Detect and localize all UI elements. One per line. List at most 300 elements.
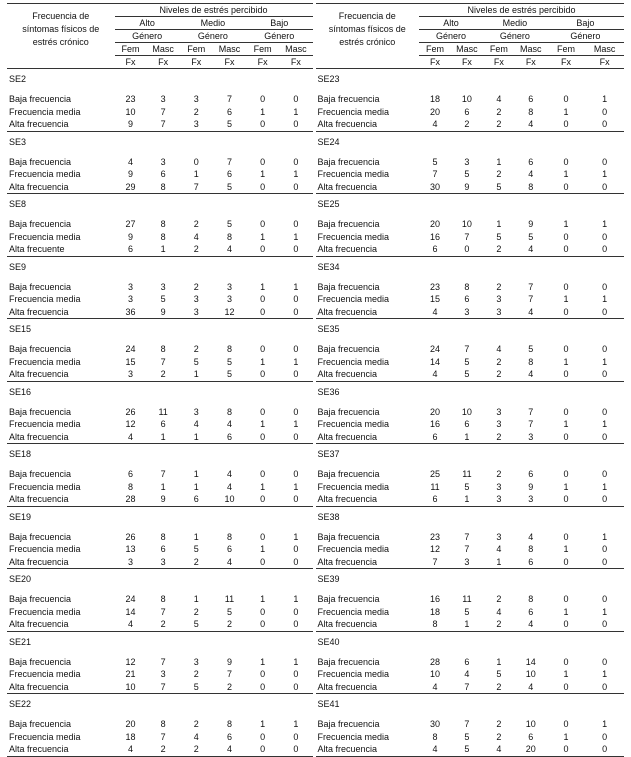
count-cell: 1 [293, 531, 299, 542]
count-cell: 7 [464, 719, 470, 729]
count-cell: 20 [429, 219, 440, 229]
section-spacer [316, 85, 625, 93]
count-cell: 0 [246, 618, 279, 631]
spacer-cell [316, 85, 625, 93]
count-cell: 9 [115, 118, 147, 131]
count-cell: 1 [602, 481, 608, 492]
count-cell: 2 [193, 281, 199, 292]
count-cell: 0 [193, 156, 199, 167]
count-cell: 5 [464, 731, 470, 742]
count-cell: 0 [260, 294, 266, 304]
table-row [316, 731, 625, 744]
section-code: SE16 [9, 386, 32, 397]
row-label: Alta frecuencia [7, 181, 115, 194]
fx-label: Fx [147, 56, 180, 69]
count-cell: 0 [246, 556, 279, 569]
count-cell: 1 [451, 493, 483, 506]
section-header-row [7, 506, 313, 523]
count-cell: 0 [260, 531, 266, 542]
spacer-cell [7, 523, 313, 531]
count-cell: 6 [528, 731, 534, 742]
row-label: Frecuencia media [9, 356, 81, 367]
count-cell: 0 [602, 281, 608, 292]
count-cell: 0 [260, 156, 266, 167]
count-cell: 1 [563, 169, 569, 179]
count-cell: 2 [496, 106, 502, 117]
column-group-title: Niveles de estrés percibido [115, 4, 313, 17]
count-cell: 8 [226, 231, 232, 242]
count-cell: 2 [180, 743, 213, 756]
count-cell: 9 [147, 306, 180, 319]
masc-label: Masc [279, 43, 312, 56]
count-cell: 1 [293, 594, 299, 604]
count-cell: 5 [226, 356, 232, 367]
count-cell: 16 [429, 231, 440, 242]
count-cell: 3 [180, 306, 213, 319]
count-cell: 1 [260, 419, 266, 429]
table-row [7, 531, 313, 544]
section-header-row [7, 131, 313, 148]
count-cell: 29 [115, 181, 147, 194]
section-header-row [7, 694, 313, 711]
header-blank [7, 56, 115, 69]
count-cell: 0 [246, 493, 279, 506]
count-cell: 8 [226, 344, 232, 354]
row-label: Baja frecuencia [317, 531, 380, 542]
count-cell: 4 [115, 431, 147, 444]
count-cell: 2 [147, 618, 180, 631]
row-label: Baja frecuencia [9, 156, 72, 167]
count-cell: 3 [226, 281, 232, 292]
table-row [316, 418, 625, 431]
section-code: SE3 [9, 136, 27, 147]
count-cell: 7 [160, 731, 166, 742]
count-cell: 1 [563, 731, 569, 742]
column-group-title: Niveles de estrés percibido [419, 4, 624, 17]
count-cell: 1 [147, 431, 180, 444]
count-cell: 12 [213, 306, 246, 319]
count-cell: 30 [419, 181, 451, 194]
section-spacer [7, 148, 313, 156]
count-cell: 5 [226, 606, 232, 617]
count-cell: 0 [279, 243, 312, 256]
row-header-line: estrés crónico [339, 37, 396, 48]
count-cell: 1 [602, 169, 608, 179]
count-cell: 0 [279, 368, 312, 381]
row-header-line: Frecuencia de [338, 11, 396, 22]
level-alto: Alto [115, 17, 180, 30]
masc-label: Masc [515, 43, 547, 56]
section-code: SE40 [317, 636, 340, 647]
count-cell: 4 [419, 681, 451, 694]
count-cell: 0 [563, 594, 569, 604]
count-cell: 1 [260, 594, 266, 604]
count-cell: 4 [226, 469, 232, 479]
count-cell: 14 [429, 356, 440, 367]
count-cell: 8 [226, 406, 232, 417]
count-cell: 4 [464, 669, 470, 679]
section-code: SE23 [317, 74, 340, 84]
count-cell: 30 [429, 719, 440, 729]
row-label: Frecuencia media [9, 106, 81, 117]
row-label: Frecuencia media [317, 106, 390, 117]
count-cell: 1 [563, 419, 569, 429]
count-cell: 2 [193, 606, 199, 617]
count-cell: 0 [293, 94, 299, 104]
count-cell: 12 [125, 656, 136, 667]
count-cell: 0 [602, 344, 608, 354]
count-cell: 5 [193, 544, 199, 554]
count-cell: 0 [602, 544, 608, 554]
count-cell: 1 [293, 106, 299, 117]
row-label: Alta frecuencia [316, 431, 420, 444]
fx-label: Fx [483, 56, 515, 69]
table-row [7, 218, 313, 231]
section-code: SE15 [9, 324, 32, 334]
row-label: Baja frecuencia [9, 719, 72, 729]
count-cell: 26 [125, 531, 136, 542]
row-label: Baja frecuencia [317, 719, 380, 729]
count-cell: 0 [602, 594, 608, 604]
row-label: Frecuencia media [317, 419, 390, 429]
count-cell: 0 [246, 243, 279, 256]
count-cell: 25 [429, 469, 440, 479]
count-cell: 1 [260, 356, 266, 367]
row-label: Baja frecuencia [317, 406, 380, 417]
count-cell: 5 [528, 231, 534, 242]
table-row [316, 218, 625, 231]
count-cell: 6 [419, 243, 451, 256]
count-cell: 7 [528, 419, 534, 429]
count-cell: 1 [293, 481, 299, 492]
spacer-cell [7, 585, 313, 593]
table-row [7, 243, 313, 256]
count-cell: 0 [585, 743, 624, 756]
count-cell: 1 [563, 106, 569, 117]
row-label: Frecuencia media [317, 731, 390, 742]
count-cell: 1 [160, 481, 166, 492]
section-header-row [316, 131, 625, 148]
count-cell: 3 [193, 406, 199, 417]
count-cell: 6 [180, 493, 213, 506]
spacer-cell [7, 335, 313, 343]
count-cell: 3 [193, 656, 199, 667]
count-cell: 4 [419, 306, 451, 319]
count-cell: 0 [547, 368, 586, 381]
table-row [7, 93, 313, 106]
section-code: SE19 [9, 511, 32, 522]
count-cell: 0 [563, 231, 569, 242]
count-cell: 1 [260, 719, 266, 729]
count-cell: 0 [279, 743, 312, 756]
count-cell: 5 [496, 669, 502, 679]
count-cell: 2 [496, 731, 502, 742]
count-cell: 23 [429, 531, 440, 542]
table-row [7, 306, 313, 319]
count-cell: 9 [226, 656, 232, 667]
table-row [316, 156, 625, 169]
table-row [316, 406, 625, 419]
count-cell: 0 [293, 731, 299, 742]
level-medio: Medio [483, 17, 547, 30]
count-cell: 1 [293, 281, 299, 292]
count-cell: 1 [180, 368, 213, 381]
count-cell: 1 [602, 419, 608, 429]
count-cell: 3 [483, 306, 515, 319]
count-cell: 4 [115, 743, 147, 756]
count-cell: 8 [528, 356, 534, 367]
row-label: Frecuencia media [9, 731, 81, 742]
table-row [7, 681, 313, 694]
fem-label: Fem [180, 43, 213, 56]
count-cell: 7 [160, 356, 166, 367]
table-row [7, 343, 313, 356]
count-cell: 0 [563, 344, 569, 354]
count-cell: 2 [213, 618, 246, 631]
count-cell: 1 [260, 231, 266, 242]
count-cell: 0 [279, 306, 312, 319]
count-cell: 6 [515, 556, 547, 569]
count-cell: 10 [213, 493, 246, 506]
table-row [316, 618, 625, 631]
count-cell: 3 [128, 294, 134, 304]
row-label: Baja frecuencia [317, 94, 380, 104]
count-cell: 8 [528, 106, 534, 117]
row-label: Alta frecuente [7, 243, 115, 256]
count-cell: 5 [464, 169, 470, 179]
fem-label: Fem [483, 43, 515, 56]
count-cell: 13 [125, 544, 136, 554]
count-cell: 1 [563, 669, 569, 679]
count-cell: 0 [293, 156, 299, 167]
fx-label: Fx [547, 56, 586, 69]
count-cell: 5 [464, 481, 470, 492]
row-label: Alta frecuencia [316, 681, 420, 694]
count-cell: 8 [432, 731, 438, 742]
table-row [7, 468, 313, 481]
level-alto: Alto [419, 17, 483, 30]
row-label: Alta frecuencia [316, 118, 420, 131]
row-label: Alta frecuencia [7, 368, 115, 381]
count-cell: 7 [180, 181, 213, 194]
masc-label: Masc [147, 43, 180, 56]
section-spacer [7, 85, 313, 93]
row-label: Frecuencia media [317, 169, 390, 179]
count-cell: 6 [226, 106, 232, 117]
count-cell: 6 [528, 156, 534, 167]
count-cell: 2 [193, 219, 199, 229]
row-label: Baja frecuencia [317, 656, 380, 667]
table-row [7, 293, 313, 306]
row-label: Alta frecuencia [7, 556, 115, 569]
count-cell: 24 [125, 594, 136, 604]
count-cell: 7 [528, 281, 534, 292]
count-cell: 1 [260, 544, 266, 554]
count-cell: 7 [419, 556, 451, 569]
count-cell: 0 [293, 219, 299, 229]
count-cell: 3 [115, 556, 147, 569]
count-cell: 0 [602, 106, 608, 117]
fx-label: Fx [115, 56, 147, 69]
count-cell: 4 [419, 743, 451, 756]
count-cell: 5 [226, 219, 232, 229]
table-row [316, 306, 625, 319]
count-cell: 6 [115, 243, 147, 256]
count-cell: 1 [563, 481, 569, 492]
row-label: Frecuencia media [9, 606, 81, 617]
spacer-cell [316, 585, 625, 593]
count-cell: 4 [419, 368, 451, 381]
row-header-line: estrés crónico [32, 37, 89, 48]
masc-label: Masc [585, 43, 624, 56]
table-row [316, 593, 625, 606]
row-label: Frecuencia media [317, 231, 390, 242]
section-header-row [316, 381, 625, 398]
count-cell: 1 [293, 419, 299, 429]
count-cell: 26 [125, 406, 136, 417]
count-cell: 2 [483, 118, 515, 131]
count-cell: 5 [213, 181, 246, 194]
count-cell: 1 [260, 169, 266, 179]
row-label: Frecuencia media [9, 481, 81, 492]
row-label: Alta frecuencia [316, 493, 420, 506]
fx-label: Fx [585, 56, 624, 69]
table-row [316, 431, 625, 444]
count-cell: 1 [496, 219, 502, 229]
count-cell: 2 [193, 106, 199, 117]
section-code: SE35 [317, 324, 340, 334]
count-cell: 3 [180, 118, 213, 131]
section-header-row [7, 631, 313, 648]
spacer-cell [7, 210, 313, 218]
row-label: Alta frecuencia [316, 243, 420, 256]
count-cell: 0 [547, 743, 586, 756]
count-cell: 2 [483, 368, 515, 381]
count-cell: 1 [260, 281, 266, 292]
table-row [316, 681, 625, 694]
count-cell: 1 [602, 94, 608, 104]
count-cell: 6 [160, 169, 166, 179]
count-cell: 3 [226, 294, 232, 304]
fx-label: Fx [451, 56, 483, 69]
count-cell: 6 [528, 606, 534, 617]
fx-label: Fx [246, 56, 279, 69]
table-row [316, 543, 625, 556]
count-cell: 8 [419, 618, 451, 631]
table-row [316, 343, 625, 356]
row-label: Alta frecuencia [7, 493, 115, 506]
count-cell: 1 [602, 294, 608, 304]
table-row [7, 356, 313, 369]
count-cell: 10 [461, 406, 472, 417]
row-label: Frecuencia media [9, 419, 81, 429]
count-cell: 2 [147, 743, 180, 756]
section-header-row [316, 444, 625, 461]
count-cell: 24 [429, 344, 440, 354]
count-cell: 4 [226, 481, 232, 492]
count-cell: 0 [246, 368, 279, 381]
section-code: SE8 [9, 199, 27, 209]
count-cell: 0 [293, 669, 299, 679]
count-cell: 6 [464, 294, 470, 304]
count-cell: 0 [260, 94, 266, 104]
fx-label: Fx [213, 56, 246, 69]
count-cell: 28 [115, 493, 147, 506]
table-row [7, 156, 313, 169]
count-cell: 15 [125, 356, 136, 367]
count-cell: 1 [293, 356, 299, 367]
count-cell: 0 [563, 531, 569, 542]
table-row [316, 743, 625, 756]
count-cell: 0 [260, 344, 266, 354]
row-label: Frecuencia media [317, 481, 390, 492]
count-cell: 4 [528, 531, 534, 542]
count-cell: 9 [528, 481, 534, 492]
table-row [7, 281, 313, 294]
gender-label: Género [419, 30, 483, 43]
count-cell: 3 [160, 94, 166, 104]
count-cell: 4 [528, 169, 534, 179]
count-cell: 1 [293, 656, 299, 667]
table-row [316, 181, 625, 194]
count-cell: 7 [464, 544, 470, 554]
count-cell: 0 [547, 493, 586, 506]
count-cell: 8 [160, 719, 166, 729]
count-cell: 8 [528, 544, 534, 554]
count-cell: 1 [451, 431, 483, 444]
count-cell: 4 [226, 419, 232, 429]
row-label: Alta frecuencia [316, 743, 420, 756]
section-spacer [7, 585, 313, 593]
count-cell: 2 [213, 681, 246, 694]
count-cell: 1 [602, 531, 608, 542]
row-label: Frecuencia media [317, 356, 390, 367]
count-cell: 20 [515, 743, 547, 756]
stress-symptoms-table [7, 3, 624, 757]
count-cell: 3 [128, 281, 134, 292]
count-cell: 12 [429, 544, 440, 554]
count-cell: 0 [602, 731, 608, 742]
count-cell: 0 [602, 469, 608, 479]
table-row [7, 118, 313, 131]
count-cell: 3 [515, 493, 547, 506]
table-left-half [7, 3, 316, 757]
count-cell: 0 [279, 556, 312, 569]
count-cell: 1 [260, 106, 266, 117]
count-cell: 6 [419, 493, 451, 506]
section-spacer [316, 648, 625, 656]
count-cell: 0 [260, 219, 266, 229]
table-row [316, 356, 625, 369]
count-cell: 10 [429, 669, 440, 679]
table-row [7, 481, 313, 494]
fem-label: Fem [419, 43, 451, 56]
count-cell: 0 [246, 181, 279, 194]
count-cell: 1 [451, 618, 483, 631]
fem-label: Fem [246, 43, 279, 56]
row-label: Frecuencia media [9, 294, 81, 304]
count-cell: 1 [193, 169, 199, 179]
count-cell: 7 [147, 681, 180, 694]
count-cell: 3 [160, 156, 166, 167]
section-spacer [7, 710, 313, 718]
table-row [316, 281, 625, 294]
count-cell: 3 [464, 156, 470, 167]
count-cell: 2 [483, 681, 515, 694]
count-cell: 0 [547, 118, 586, 131]
count-cell: 8 [160, 344, 166, 354]
count-cell: 4 [419, 118, 451, 131]
